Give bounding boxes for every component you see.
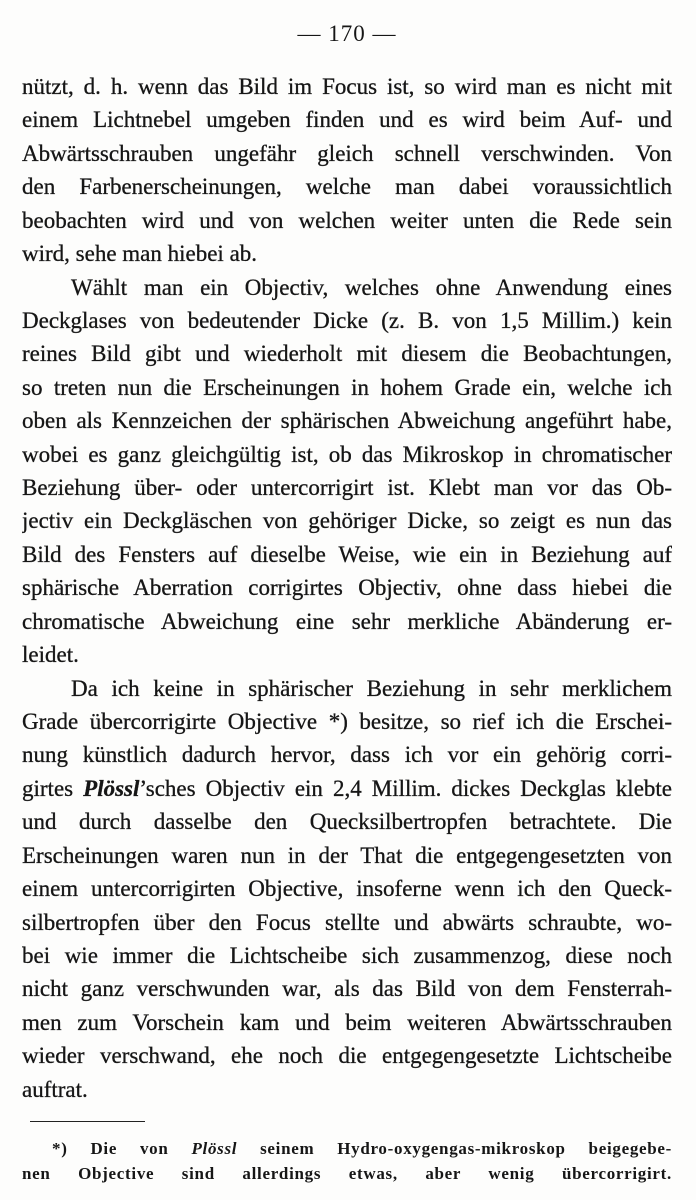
text-line: Wählt man ein Objectiv, welches ohne Anwendung eines bbox=[71, 274, 672, 300]
text-line: Erscheinungen waren nun in der That die entgegengesetzten von bbox=[22, 842, 672, 868]
footnote bbox=[22, 1136, 672, 1186]
author-name: Plössl bbox=[83, 775, 140, 801]
text-line: chromatische Abweichung eine sehr merkliche Abänderung er- bbox=[22, 608, 672, 634]
author-name: Plössl bbox=[191, 1139, 238, 1158]
paragraph-1 bbox=[22, 70, 672, 271]
body-text bbox=[22, 70, 672, 1106]
text-line: wobei es ganz gleichgültig ist, ob das Mikroskop in chromatischer bbox=[22, 441, 672, 467]
text-line: men zum Vorschein kam und beim weiteren Abwärtsschrauben bbox=[22, 1009, 672, 1035]
text-line: den Farbenerscheinungen, welche man dabei voraussichtlich bbox=[22, 174, 672, 200]
text-segment: Die von bbox=[90, 1139, 169, 1158]
text-line: auftrat. bbox=[22, 1076, 88, 1102]
text-line: sphärische Aberration corrigirtes Objectiv, ohne dass hiebei die bbox=[22, 575, 672, 601]
footnote-marker: *) bbox=[52, 1139, 68, 1158]
text-segment: girtes bbox=[22, 775, 74, 801]
text-line: nicht ganz verschwunden war, als das Bild von dem Fensterrah- bbox=[22, 976, 672, 1002]
text-line: so treten nun die Erscheinungen in hohem Grade ein, welche ich bbox=[22, 374, 672, 400]
page-number: — 170 — bbox=[297, 21, 397, 46]
text-line: wird, sehe man hiebei ab. bbox=[22, 241, 258, 267]
text-line: reines Bild gibt und wiederholt mit diesem die Beobachtungen, bbox=[22, 341, 672, 367]
text-segment: seinem Hydro-oxygengas-mikroskop beigegebe- bbox=[260, 1139, 672, 1158]
paragraph-2 bbox=[22, 271, 672, 672]
text-line: Grade übercorrigirte Objective *) besitze, so rief ich die Erschei- bbox=[22, 709, 672, 735]
footnote-line bbox=[22, 1136, 672, 1161]
text-line: jectiv ein Deckgläschen von gehöriger Dicke, so zeigt es nun das bbox=[22, 508, 672, 534]
text-line: leidet. bbox=[22, 642, 79, 668]
text-line bbox=[22, 772, 672, 805]
text-line: Da ich keine in sphärischer Beziehung in sehr merklichem bbox=[71, 675, 672, 701]
text-line: und durch dasselbe den Quecksilbertropfen betrachtete. Die bbox=[22, 809, 672, 835]
text-line: silbertropfen über den Focus stellte und abwärts schraubte, wo- bbox=[22, 909, 672, 935]
text-line: Bild des Fensters auf dieselbe Weise, wie ein in Beziehung auf bbox=[22, 541, 672, 567]
footnote-line: nen Objective sind allerdings etwas, aber wenig übercorrigirt. bbox=[22, 1164, 672, 1183]
text-line: oben als Kennzeichen der sphärischen Abweichung angeführt habe, bbox=[22, 408, 672, 434]
text-line: Beziehung über- oder untercorrigirt ist. Klebt man vor das Ob- bbox=[22, 475, 672, 501]
text-line: nützt, d. h. wenn das Bild im Focus ist, so wird man es nicht mit bbox=[22, 74, 672, 99]
text-line: einem Lichtnebel umgeben finden und es wird beim Auf- und bbox=[22, 107, 672, 133]
text-line: nung künstlich dadurch hervor, dass ich vor ein gehörig corri- bbox=[22, 742, 672, 768]
text-line: Abwärtsschrauben ungefähr gleich schnell verschwinden. Von bbox=[22, 140, 672, 166]
text-line: Deckglases von bedeutender Dicke (z. B. von 1,5 Millim.) kein bbox=[22, 307, 672, 333]
footnote-rule bbox=[30, 1121, 145, 1122]
text-line: bei wie immer die Lichtscheibe sich zusammenzog, diese noch bbox=[22, 942, 672, 968]
text-segment: ’sches Objectiv ein 2,4 Millim. dickes Deckglas klebte bbox=[139, 775, 672, 801]
paragraph-3 bbox=[22, 672, 672, 1106]
text-line: wieder verschwand, ehe noch die entgegengesetzte Lichtscheibe bbox=[22, 1043, 672, 1069]
text-line: einem untercorrigirten Objective, insoferne wenn ich den Queck- bbox=[22, 876, 672, 902]
text-line: beobachten wird und von welchen weiter unten die Rede sein bbox=[22, 207, 672, 233]
